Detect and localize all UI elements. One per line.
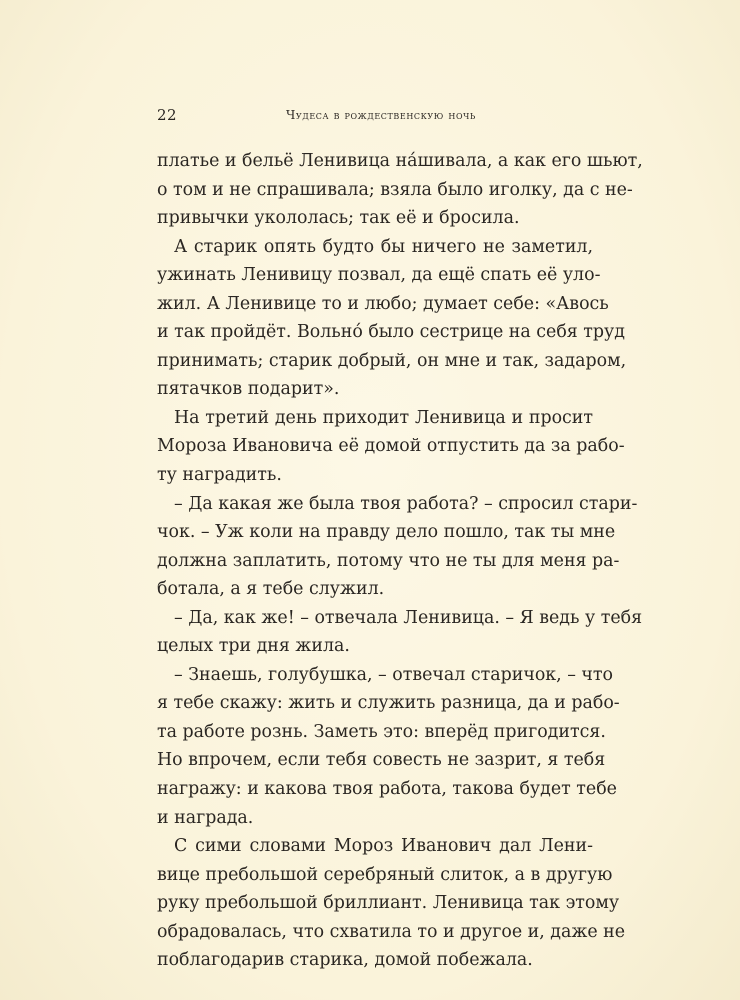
text-line: ужинать Ленивицу позвал, да ещё спать её уло- — [157, 265, 601, 286]
text-line: – Знаешь, голубушка, – отвечал старичок, – что — [174, 664, 614, 685]
text-line: Мороза Ивановича её домой отпустить да за рабо- — [157, 436, 625, 457]
text-line: – Да какая же была твоя работа? – спросил стари- — [174, 493, 638, 514]
text-line: ботала, а я тебе служил. — [157, 579, 385, 600]
text-line: награжу: и какова твоя работа, такова будет тебе — [157, 779, 617, 800]
text-line: и так пройдёт. Вольно́ было сестрице на себя труд — [157, 322, 625, 343]
text-line: ту наградить. — [157, 465, 282, 486]
text-line: руку пребольшой бриллиант. Ленивица так этому — [157, 893, 620, 914]
text-line: поблагодарив старика, домой побежала. — [157, 950, 533, 971]
text-line: А старик опять будто бы ничего не заметил, — [174, 236, 593, 257]
text-line: должна заплатить, потому что не ты для меня ра- — [157, 550, 620, 571]
text-line: и награда. — [157, 807, 254, 828]
text-line: привычки укололась; так её и бросила. — [157, 208, 520, 229]
text-line: – Да, как же! – отвечала Ленивица. – Я ведь у тебя — [174, 607, 643, 628]
text-line: принимать; старик добрый, он мне и так, задаром, — [157, 350, 627, 371]
text-line: На третий день приходит Ленивица и просит — [174, 407, 593, 428]
text-line: чок. – Уж коли на правду дело пошло, так ты мне — [157, 522, 616, 543]
text-line: о том и не спрашивала; взяла было иголку, да с не- — [157, 179, 633, 200]
text-line: вице пребольшой серебряный слиток, а в другую — [157, 864, 613, 885]
page-number: 22 — [157, 106, 178, 124]
text-line: Но впрочем, если тебя совесть не зазрит, я тебя — [157, 750, 606, 771]
body-text — [157, 147, 643, 975]
text-line: я тебе скажу: жить и служить разница, да и рабо- — [157, 693, 620, 714]
text-line: целых три дня жила. — [157, 636, 350, 657]
running-title: Чудеса в рождественскую ночь — [286, 108, 476, 122]
text-line: обрадовалась, что схватила то и другое и, даже не — [157, 921, 626, 942]
text-line: С сими словами Мороз Иванович дал Лени- — [174, 836, 593, 857]
text-line: пятачков подарит». — [157, 379, 340, 400]
text-line: жил. А Ленивице то и любо; думает себе: «Авось — [157, 293, 609, 314]
text-line: та работе рознь. Заметь это: вперёд пригодится. — [157, 721, 606, 742]
text-line: платье и бельё Ленивица на́шивала, а как его шьют, — [157, 151, 643, 171]
